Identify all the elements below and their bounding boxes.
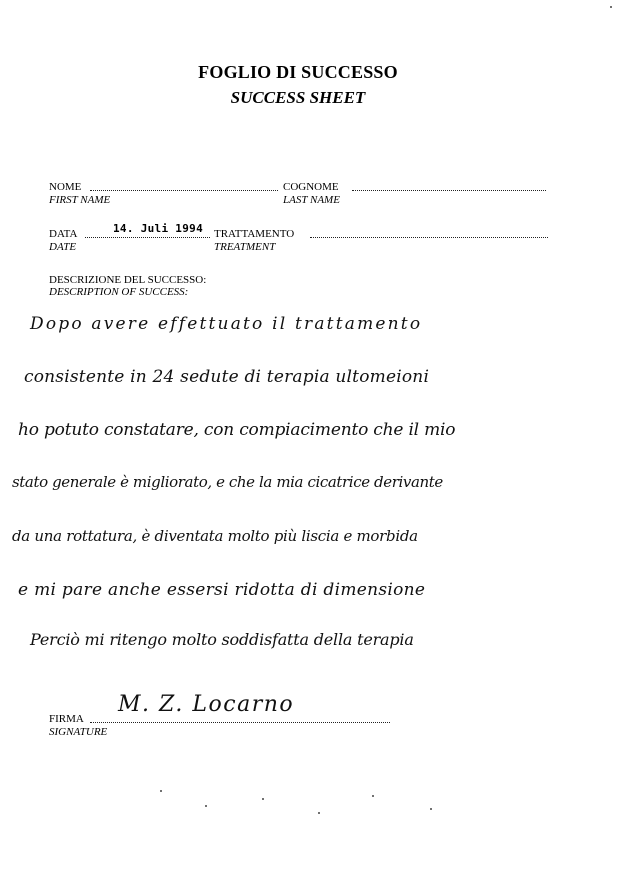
description-line: e mi pare anche essersi ridotta di dimensione xyxy=(18,580,426,600)
page-subtitle: SUCCESS SHEET xyxy=(230,88,366,107)
date-label: DATA xyxy=(49,228,78,240)
description-line: da una rottatura, è diventata molto più liscia e morbida xyxy=(12,527,418,545)
date-line[interactable] xyxy=(85,237,210,238)
treatment-label: TRATTAMENTO xyxy=(214,228,295,240)
description-line: Dopo avere effettuato il trattamento xyxy=(30,314,423,334)
scan-speck xyxy=(372,795,374,797)
signature-handwritten: M. Z. Locarno xyxy=(118,692,295,717)
treatment-label-en: TREATMENT xyxy=(214,241,276,253)
description-label-en: DESCRIPTION OF SUCCESS: xyxy=(49,286,189,298)
signature-label-en: SIGNATURE xyxy=(49,726,108,738)
signature-line[interactable] xyxy=(90,722,390,723)
date-value: 14. Juli 1994 xyxy=(113,222,203,235)
last-name-label-en: LAST NAME xyxy=(283,194,340,206)
scan-speck xyxy=(610,6,612,8)
description-line: consistente in 24 sedute di terapia ultomeioni xyxy=(24,367,430,387)
signature-label: FIRMA xyxy=(49,713,84,725)
last-name-line[interactable] xyxy=(352,190,546,191)
description-label: DESCRIZIONE DEL SUCCESSO: xyxy=(49,274,207,286)
first-name-label: NOME xyxy=(49,181,82,193)
treatment-line[interactable] xyxy=(310,237,548,238)
scan-speck xyxy=(160,790,162,792)
scan-speck xyxy=(430,808,432,810)
description-line: stato generale è migliorato, e che la mia cicatrice derivante xyxy=(12,473,443,491)
scan-speck xyxy=(262,798,264,800)
last-name-label: COGNOME xyxy=(283,181,339,193)
scan-speck xyxy=(318,812,320,814)
scan-speck xyxy=(205,805,207,807)
description-line: Perciò mi ritengo molto soddisfatta della terapia xyxy=(30,630,414,649)
page-title: FOGLIO DI SUCCESSO xyxy=(198,62,398,82)
description-line: ho potuto constatare, con compiacimento che il mio xyxy=(18,420,456,440)
first-name-line[interactable] xyxy=(90,190,278,191)
date-label-en: DATE xyxy=(49,241,77,253)
first-name-label-en: FIRST NAME xyxy=(49,194,111,206)
